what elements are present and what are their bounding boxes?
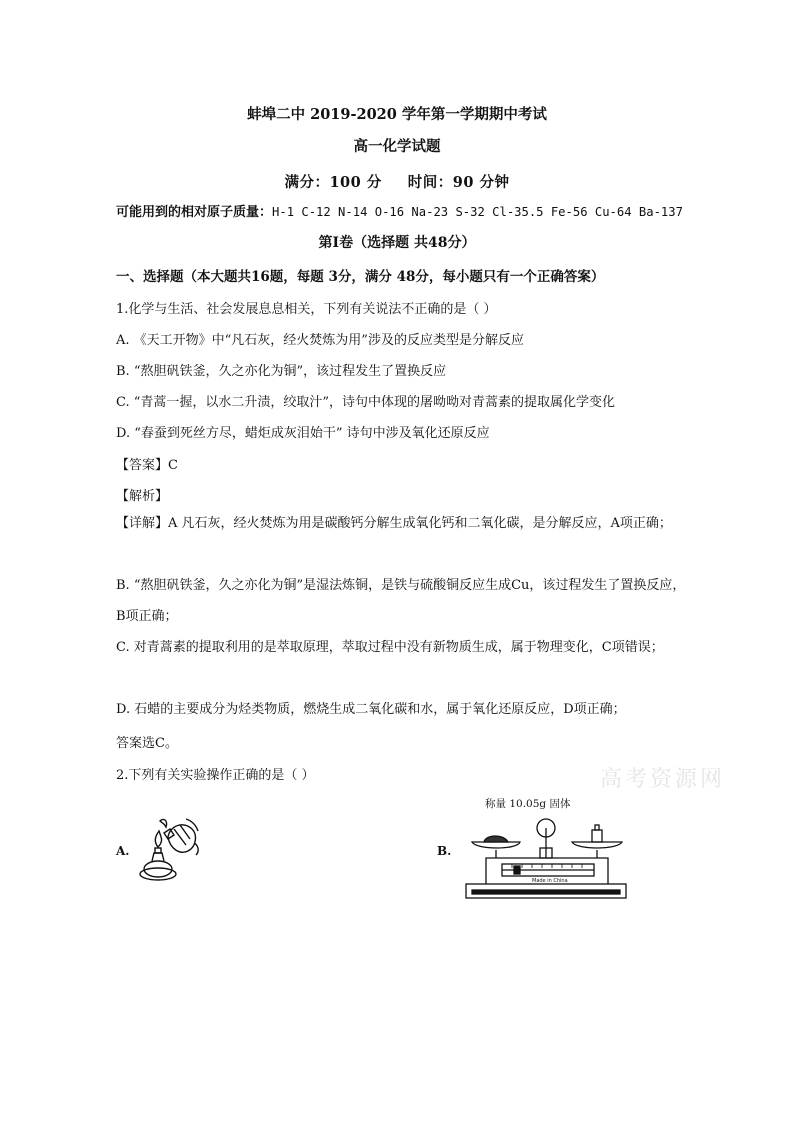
question-1-analysis-label: 【解析】 — [116, 489, 169, 504]
balance-plate-text: Made in China — [532, 878, 568, 884]
section-heading: 一、选择题（本大题共16题，每题 3分，满分 48分，每小题只有一个正确答案） — [116, 269, 605, 285]
atomic-masses — [116, 201, 683, 220]
question-1-option-d: D. “春蚕到死丝方尽，蜡炬成灰泪始干” 诗句中涉及氧化还原反应 — [116, 426, 490, 441]
atomic-masses-values: H-1 C-12 N-14 O-16 Na-23 S-32 Cl-35.5 Fe-56 Cu-64 Ba-137 — [272, 205, 683, 219]
pan-balance-illustration — [462, 806, 632, 904]
question-1-detail-c: C. 对青蒿素的提取利用的是萃取原理，萃取过程中没有新物质生成，属于物理变化，C项错误； — [116, 640, 664, 655]
atomic-masses-label: 可能用到的相对原子质量： — [116, 205, 273, 220]
question-2-option-b-label: B. — [437, 844, 452, 858]
question-1-answer: 【答案】C — [116, 458, 178, 473]
question-1-option-a: A. 《天工开物》中“凡石灰，经火焚炼为用”涉及的反应类型是分解反应 — [116, 333, 524, 348]
watermark: 高考资源网 — [600, 767, 726, 792]
balance-caption: 称量 10.05g 固体 — [485, 798, 571, 810]
score-time-line — [0, 171, 794, 192]
alcohol-lamp-illustration — [134, 815, 204, 883]
question-1-detail-b: B. “熬胆矾铁釜，久之亦化为铜”是湿法炼铜，是铁与硫酸铜反应生成Cu，该过程发生了置换反应，B项正确； — [116, 578, 686, 624]
volume-heading: 第Ⅰ卷（选择题 共48分） — [318, 235, 476, 251]
question-1-stem: 1.化学与生活、社会发展息息相关，下列有关说法不正确的是（ ） — [116, 302, 497, 317]
exam-subtitle: 高一化学试题 — [353, 138, 441, 155]
question-1-conclusion: 答案选C。 — [116, 736, 178, 751]
full-score: 满分：100 分 — [284, 174, 382, 191]
question-1-option-c: C. “青蒿一握，以水二升渍，绞取汁”，诗句中体现的屠呦呦对青蒿素的提取属化学变化 — [116, 395, 616, 410]
exam-time: 时间：90 分钟 — [407, 174, 510, 191]
question-1-detail-a: 【详解】A 凡石灰，经火焚炼为用是碳酸钙分解生成氧化钙和二氧化碳，是分解反应，A项正确； — [116, 516, 672, 531]
question-1-option-b: B. “熬胆矾铁釜，久之亦化为铜”，该过程发生了置换反应 — [116, 364, 447, 379]
question-2-option-a-label: A. — [116, 844, 130, 858]
question-2-stem: 2.下列有关实验操作正确的是（ ） — [116, 768, 315, 783]
exam-title: 蚌埠二中 2019-2020 学年第一学期期中考试 — [247, 106, 547, 123]
question-1-detail-d: D. 石蜡的主要成分为烃类物质，燃烧生成二氧化碳和水，属于氧化还原反应，D项正确； — [116, 702, 626, 717]
